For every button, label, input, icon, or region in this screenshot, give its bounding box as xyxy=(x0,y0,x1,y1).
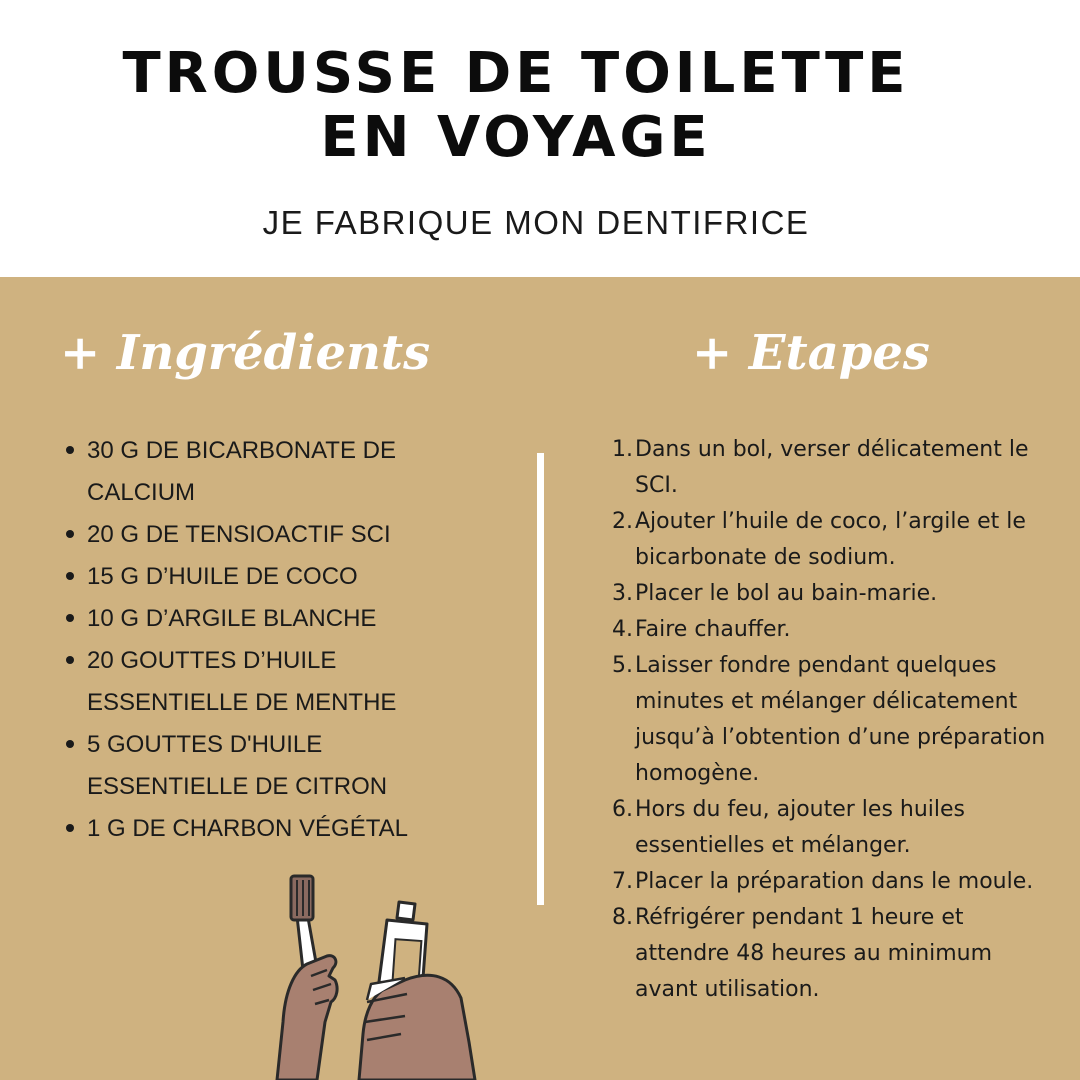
ingredients-list xyxy=(62,430,462,850)
step-item xyxy=(604,900,1059,1008)
step-item xyxy=(604,432,1059,504)
step-number: 8. xyxy=(612,905,633,930)
step-text: Faire chauffer. xyxy=(635,617,791,642)
step-item xyxy=(604,864,1059,900)
ingredient-item: 10 G D’ARGILE BLANCHE xyxy=(62,598,462,640)
page-subtitle: JE FABRIQUE MON DENTIFRICE xyxy=(262,204,810,241)
step-number: 2. xyxy=(612,509,633,534)
ingredient-item: 20 GOUTTES D’HUILE ESSENTIELLE DE MENTHE xyxy=(62,640,462,724)
ingredient-item: 20 G DE TENSIOACTIF SCI xyxy=(62,514,462,556)
hand-holding-toothbrush-icon xyxy=(277,876,337,1080)
page-title xyxy=(0,42,1032,170)
header xyxy=(0,0,1080,277)
ingredient-item: 15 G D’HUILE DE COCO xyxy=(62,556,462,598)
step-item xyxy=(604,504,1059,576)
step-item xyxy=(604,612,1059,648)
step-item xyxy=(604,792,1059,864)
page-title-line-2: EN VOYAGE xyxy=(320,105,712,170)
step-item xyxy=(604,576,1059,612)
step-text: Réfrigérer pendant 1 heure et attendre 48 heures au minimum avant utilisation. xyxy=(635,905,993,1002)
step-text: Placer le bol au bain-marie. xyxy=(635,581,938,606)
step-number: 1. xyxy=(612,437,633,462)
step-text: Dans un bol, verser délicatement le SCI. xyxy=(635,437,1029,498)
step-text: Ajouter l’huile de coco, l’argile et le bicarbonate de sodium. xyxy=(635,509,1026,570)
ingredient-item: 5 GOUTTES D'HUILE ESSENTIELLE DE CITRON xyxy=(62,724,462,808)
step-text: Hors du feu, ajouter les huiles essentielles et mélanger. xyxy=(635,797,966,858)
step-text: Laisser fondre pendant quelques minutes et mélanger délicatement jusqu’à l’obtention d’une préparation homogène. xyxy=(635,653,1046,786)
toothbrush-toothpaste-illustration xyxy=(255,872,495,1080)
step-text: Placer la préparation dans le moule. xyxy=(635,869,1034,894)
ingredient-item: 1 G DE CHARBON VÉGÉTAL xyxy=(62,808,462,850)
step-number: 5. xyxy=(612,653,633,678)
column-divider xyxy=(537,453,544,905)
steps-list xyxy=(604,432,1059,1008)
hand-holding-toothpaste-tube-icon xyxy=(359,902,475,1080)
step-number: 6. xyxy=(612,797,633,822)
step-number: 3. xyxy=(612,581,633,606)
step-number: 7. xyxy=(612,869,633,894)
step-item xyxy=(604,648,1059,792)
step-number: 4. xyxy=(612,617,633,642)
ingredients-heading: + Ingrédients xyxy=(60,325,431,381)
steps-heading: + Etapes xyxy=(692,325,930,381)
page-title-line-1: TROUSSE DE TOILETTE xyxy=(122,41,910,106)
ingredient-item: 30 G DE BICARBONATE DE CALCIUM xyxy=(62,430,462,514)
